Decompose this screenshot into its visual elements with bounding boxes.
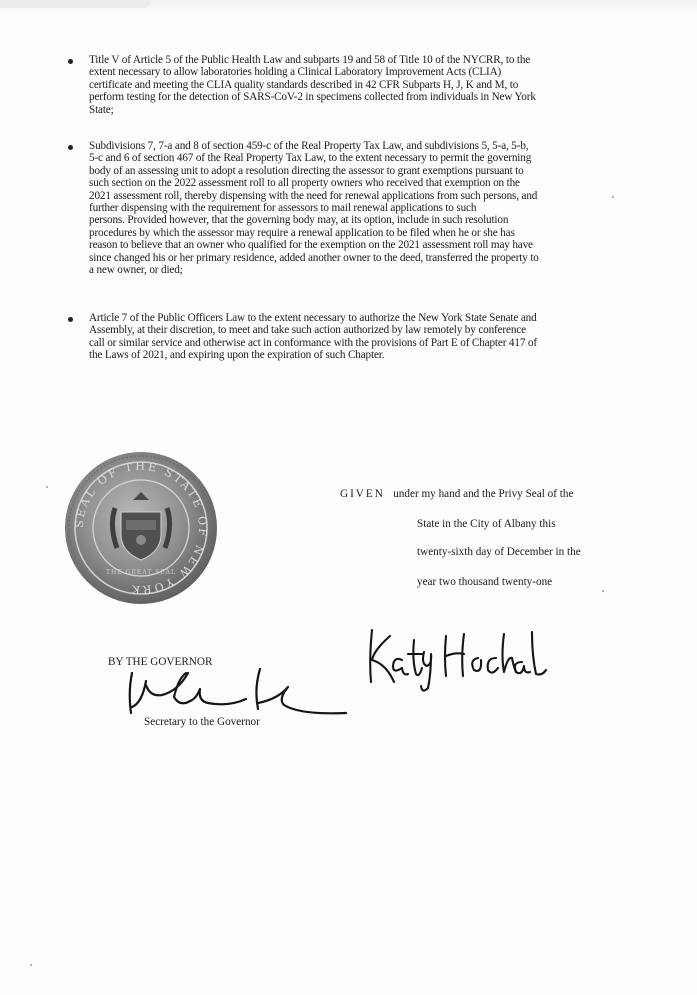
scan-speck	[602, 590, 604, 592]
seal-ring-text: SEAL OF THE STATE OF NEW YORK	[72, 459, 210, 597]
list-item-text: Article 7 of the Public Officers Law to the extent necessary to authorize the New York State Senate and Assembly, at their discretion, to meet and take such action authorized by law remotely by conference call or similar service and otherwise act in conformance with the provisions of Part E of Chapter 417 of the Laws of 2021, and expiring upon the expiration of such Chapter.	[89, 312, 537, 362]
given-line-3: twenty-sixth day of December in the	[417, 546, 581, 558]
bullet-icon	[68, 317, 73, 322]
secretary-title: Secretary to the Governor	[144, 716, 260, 728]
governor-signature	[362, 622, 547, 694]
bullet-icon	[68, 59, 73, 64]
given-line-1	[340, 488, 573, 500]
given-text-1: under my hand and the Privy Seal of the	[393, 488, 574, 500]
bullet-icon	[68, 145, 73, 150]
secretary-signature	[120, 667, 355, 717]
scan-speck	[46, 486, 48, 488]
list-item-text: Subdivisions 7, 7-a and 8 of section 459-c of the Real Property Tax Law, and subdivisions 5, 5-a, 5-b, 5-c and 6 of section 467 of the Real Property Tax Law, to the extent necessary to permit the governing body of an assessing unit to adopt a resolution directing the assessor to grant exemptions pursuant to such section on the 2022 assessment roll to all property owners who received that exemption on the 2021 assessment roll, thereby dispensing with the need for renewal applications from such persons, and further dispensing with the requirement for assessors to mail renewal applications to such persons. Provided however, that the governing body may, at its option, include in such resolution procedures by which the assessor may require a renewal application to be filed when he or she has reason to believe that an owner who qualified for the exemption on the 2021 assessment roll may have since changed his or her primary residence, added another owner to the deed, transferred the property to a new owner, or died;	[89, 140, 539, 277]
state-seal	[63, 450, 219, 606]
seal-inner-text: THE GREAT SEAL	[106, 569, 176, 576]
by-the-governor-label: BY THE GOVERNOR	[108, 656, 213, 668]
given-word: GIVEN	[340, 488, 385, 500]
given-line-2: State in the City of Albany this	[417, 518, 556, 530]
given-line-4: year two thousand twenty-one	[417, 576, 553, 588]
scan-speck	[30, 964, 32, 966]
page-corner-tab	[0, 0, 150, 8]
list-item-text: Title V of Article 5 of the Public Health Law and subparts 19 and 58 of Title 10 of the NYCRR, to the extent necessary to allow laboratories holding a Clinical Laboratory Improvement Acts (CLIA) certificate and meeting the CLIA quality standards described in 42 CFR Subparts H, J, K and M, to perform testing for the detection of SARS-CoV-2 in specimens collected from individuals in New York State;	[89, 54, 536, 116]
scan-speck	[612, 196, 614, 198]
